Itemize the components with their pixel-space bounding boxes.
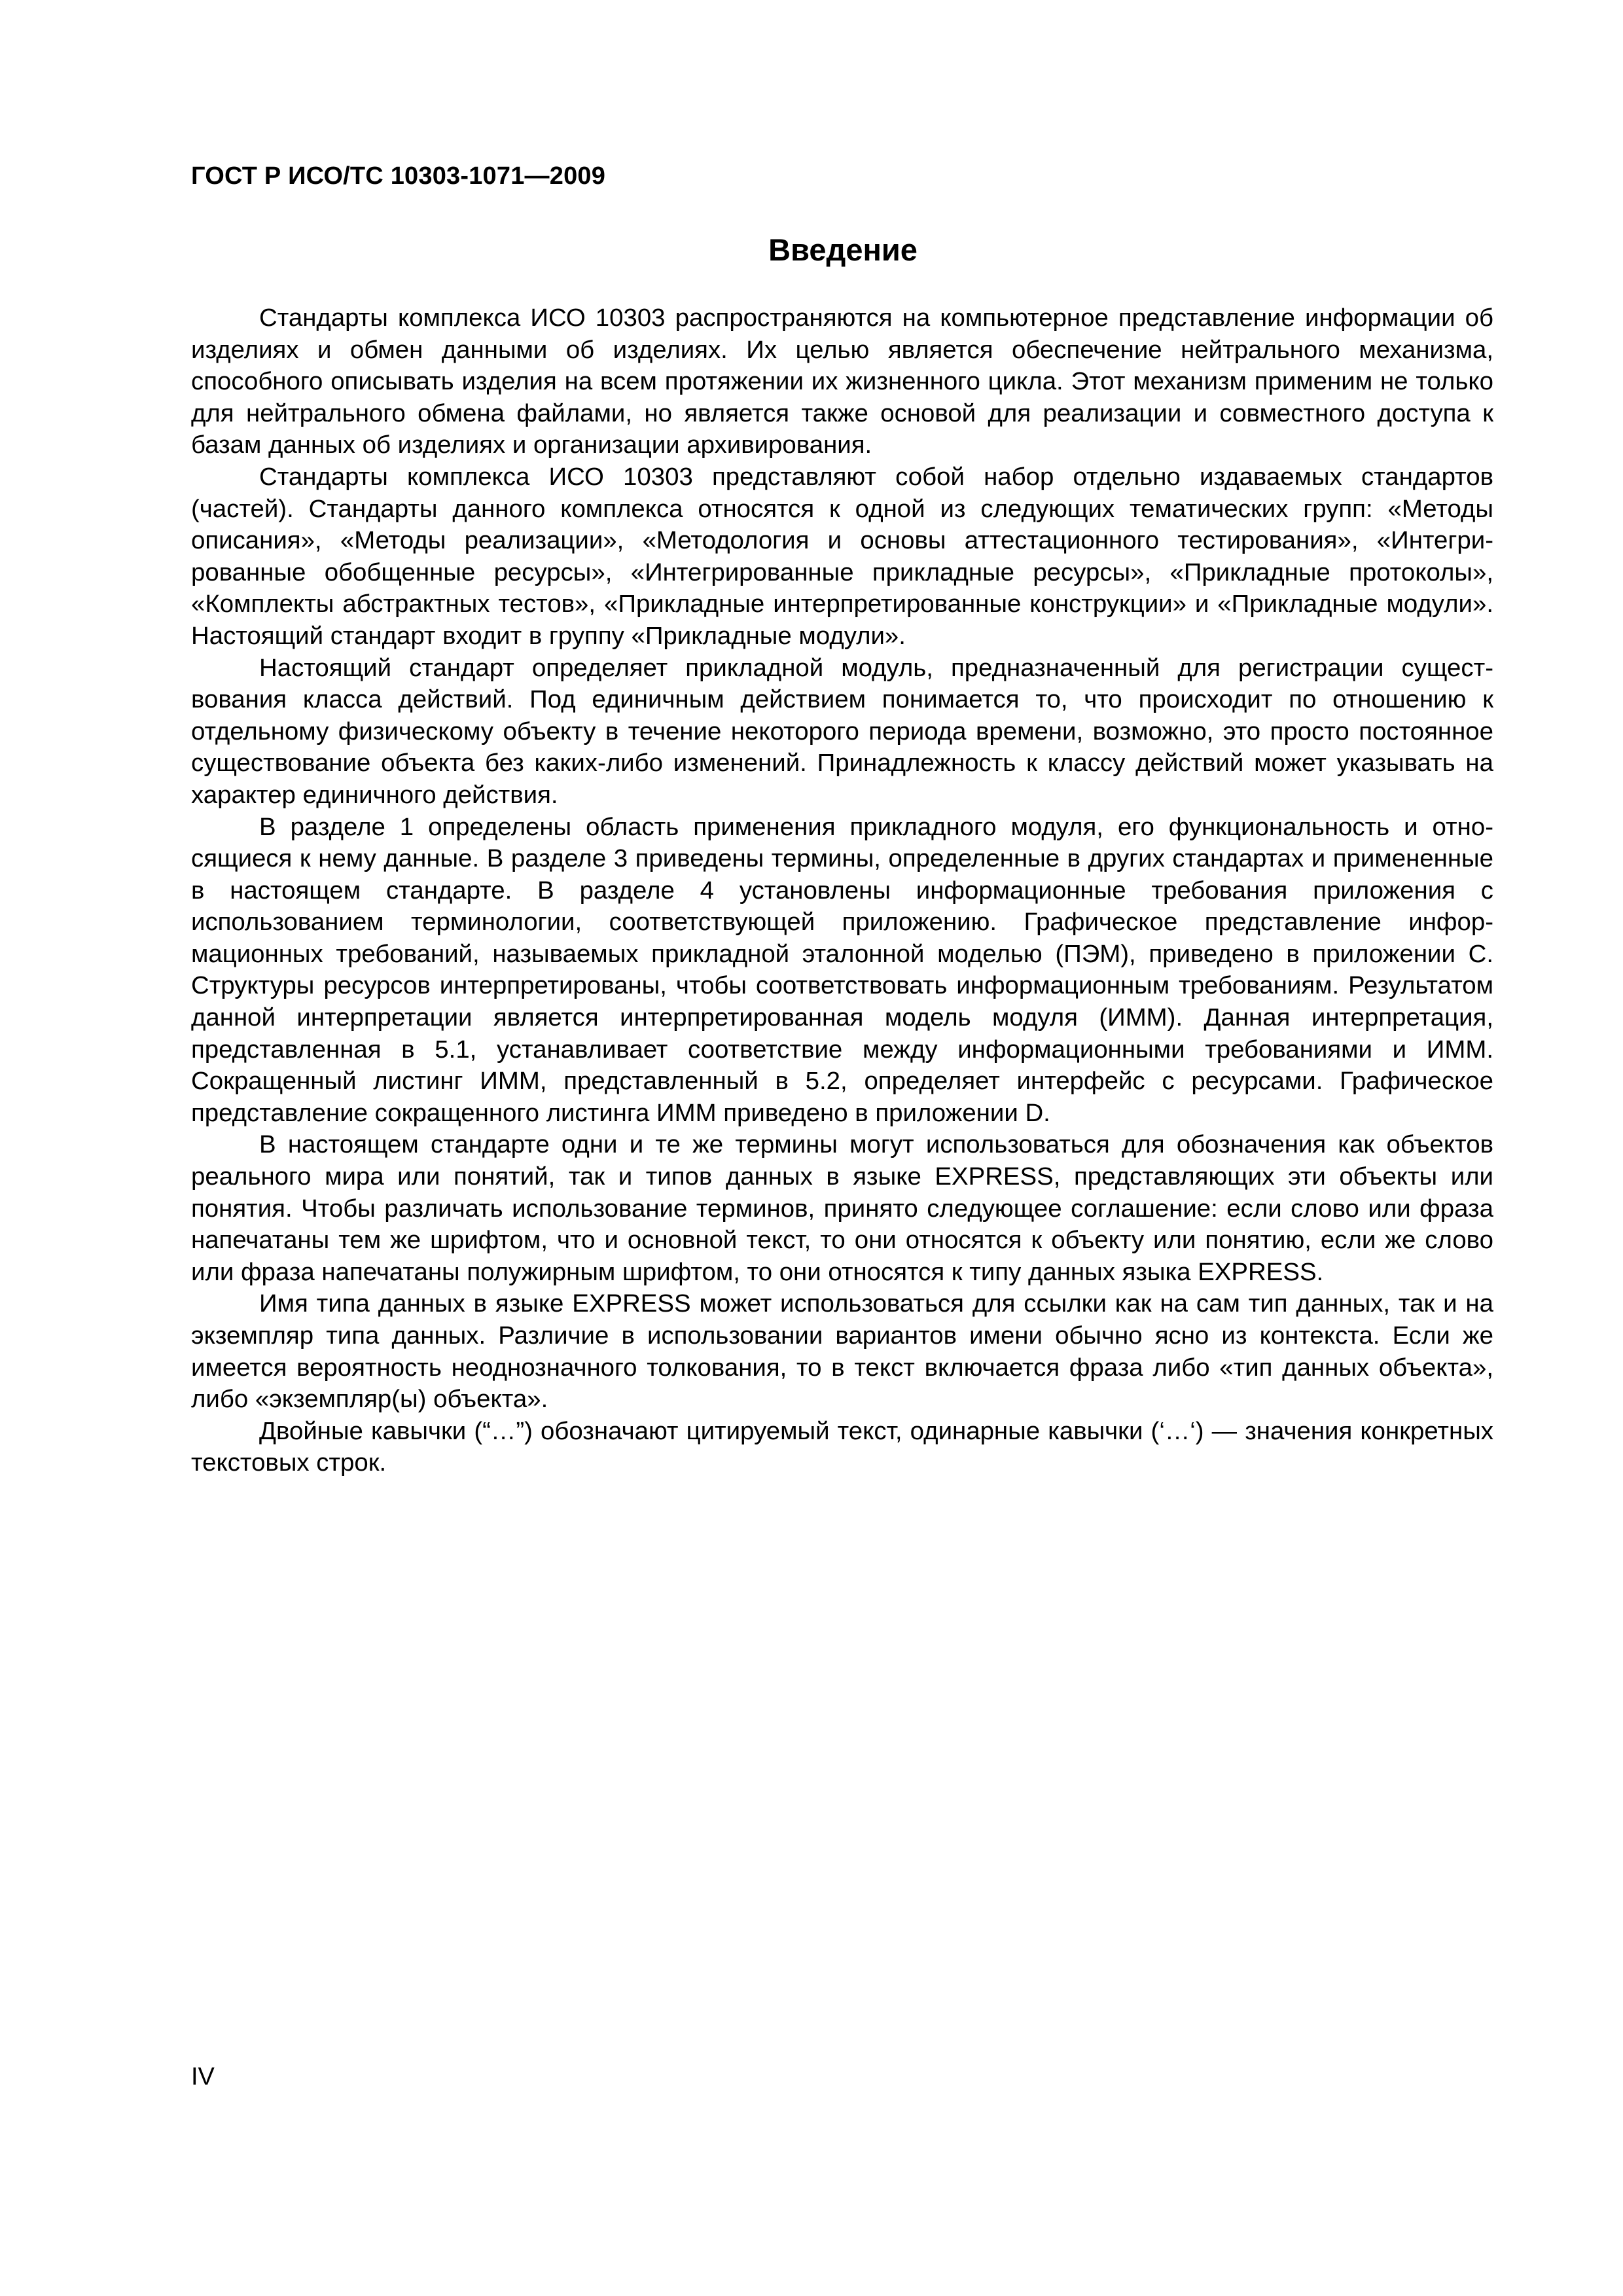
page-number: IV [191, 2063, 215, 2090]
document-id-header: ГОСТ Р ИСО/ТС 10303-1071—2009 [191, 162, 606, 190]
paragraph: В настоящем стандарте одни и те же термины могут использоваться для обозначения как объектов реального мира или понятий, так и типов данных в языке EXPRESS, представляющих эти объекты или понятия. Чтобы различать использование терминов, принято следующее соглашение: если слово или фраза напечатаны тем же шрифтом, что и основной текст, то они относятся к объекту или понятию, если же слово или фраза напечатаны полужирным шрифтом, то они относятся к типу данных языка EXPRESS. [191, 1130, 1493, 1286]
paragraph: Настоящий стандарт определяет прикладной модуль, предназначенный для регистрации существования класса действий. Под единичным действием понимается то, что происходит по отношению к отдельному физическому объекту в течение некоторого периода времени, возможно, это просто постоянное существование объекта без каких-либо изменений. Принадлежность к классу действий может указывать на характер единичного действия. [191, 653, 1493, 809]
paragraph: Имя типа данных в языке EXPRESS может использоваться для ссылки как на сам тип данных, так и на экземпляр типа данных. Различие в использовании вариантов имени обычно ясно из контекста. Если же имеется вероятность неоднозначного толкования, то в текст включается фраза либо «тип данных объекта», либо «экземпляр(ы) объекта». [191, 1289, 1493, 1414]
paragraph: Стандарты комплекса ИСО 10303 распространяются на компьютерное представление информации об изделиях и обмен данными об изделиях. Их целью является обеспечение нейтрального механизма, способного описывать изделия на всем протяжении их жизненного цикла. Этот механизм применим не только для нейтрального обмена файлами, но является также основой для реализации и совместного доступа к базам данных об изделиях и организации архивирования. [191, 304, 1493, 459]
section-title: Введение [768, 232, 918, 267]
paragraph: Стандарты комплекса ИСО 10303 представляют собой набор отдельно издаваемых стандартов (частей). Стандарты данного комплекса относятся к одной из следующих тематических групп: «Методы описания», «Методы реализации», «Методология и основы аттестационного тестирования», «Интегрированные обобщенные ресурсы», «Интегрированные прикладные ресурсы», «Прикладные протоколы», «Комплекты абстрактных тестов», «Прикладные интерпретированные конструкции» и «Прикладные модули». Настоящий стандарт входит в группу «Прикладные модули». [191, 462, 1493, 650]
paragraph: В разделе 1 определены область применения прикладного модуля, его функциональность и относящиеся к нему данные. В разделе 3 приведены термины, определенные в других стандартах и примененные в настоящем стандарте. В разделе 4 установлены информационные требования приложения с использованием терминологии, соответствующей приложению. Графическое представление информационных требований, называемых прикладной эталонной моделью (ПЭМ), приведено в приложении C. Структуры ресурсов интерпретированы, чтобы соответствовать информационным требованиям. Результатом данной интерпретации является интерпретированная модель модуля (ИММ). Данная интерпретация, представленная в 5.1, устанавливает соответствие между информационными требованиями и ИММ. Сокращенный листинг ИММ, представленный в 5.2, определяет интерфейс с ресурсами. Графическое представление сокращенного листинга ИММ приведено в приложении D. [191, 812, 1493, 1127]
paragraph: Двойные кавычки (“…”) обозначают цитируемый текст, одинарные кавычки (‘…‘) — значения конкретных текстовых строк. [191, 1416, 1493, 1477]
body-text [191, 302, 1493, 1479]
